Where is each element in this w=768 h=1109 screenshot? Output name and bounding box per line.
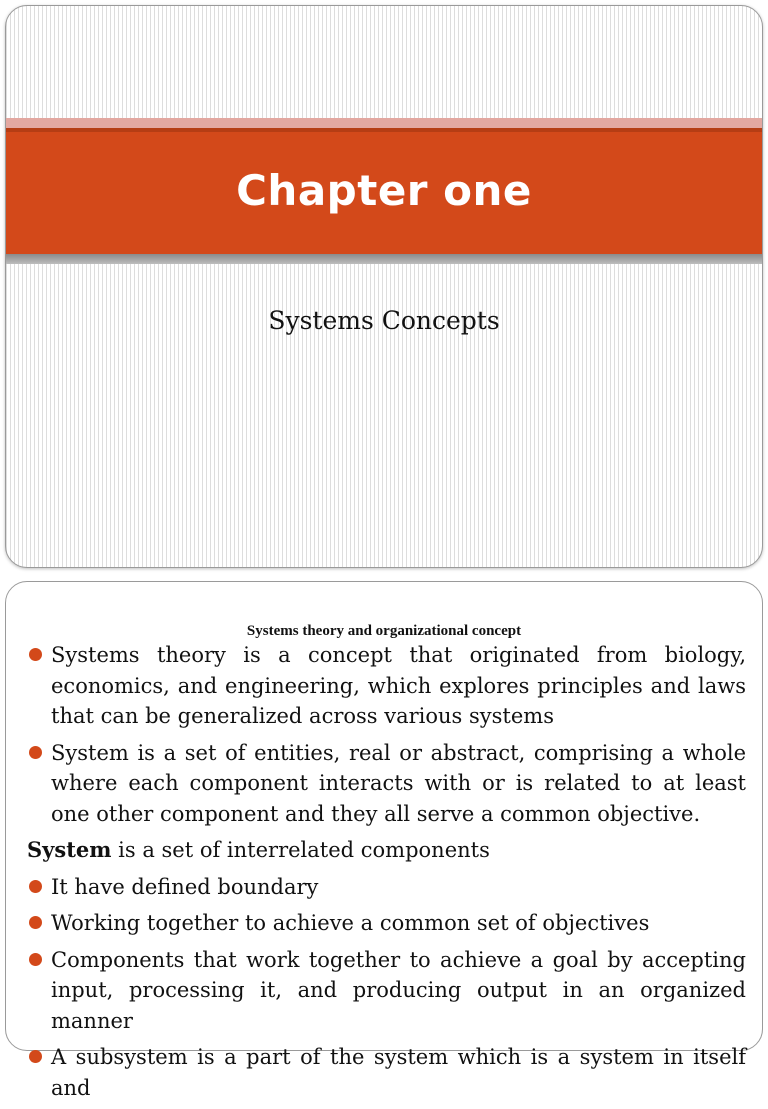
bullet-dot-icon bbox=[29, 1050, 42, 1063]
slide-heading: Systems theory and organizational concept bbox=[246, 623, 522, 639]
slide-subtitle: Systems Concepts bbox=[268, 306, 500, 335]
bullet-text: Systems theory is a concept that originated from biology, economics, and engineering, which explores principles and laws that can be generalized across various systems bbox=[51, 643, 746, 728]
bullet-text: A subsystem is a part of the system which is a system in itself and bbox=[51, 1045, 746, 1100]
chapter-title: Chapter one bbox=[236, 165, 532, 215]
definition-text: is a set of interrelated components bbox=[111, 838, 490, 862]
definition-term: System bbox=[27, 837, 112, 862]
bullet-dot-icon bbox=[29, 953, 42, 966]
bullet-text: System is a set of entities, real or abstract, comprising a whole where each component interacts with or is related to at least one other component and they all serve a common objective. bbox=[51, 740, 746, 826]
bullet-item bbox=[27, 945, 746, 1037]
bullet-dot-icon bbox=[29, 916, 42, 929]
bullet-item bbox=[27, 908, 746, 939]
bullet-item bbox=[27, 738, 746, 830]
bullet-item bbox=[27, 640, 746, 732]
bullet-text: It have defined boundary bbox=[51, 874, 319, 899]
system-definition bbox=[27, 835, 746, 866]
banner-shadow bbox=[6, 254, 762, 264]
title-banner bbox=[6, 128, 762, 254]
bullet-item bbox=[27, 1042, 746, 1103]
bullet-dot-icon bbox=[29, 880, 42, 893]
bullet-text: Components that work together to achieve a goal by accepting input, processing it, and producing output in an organized manner bbox=[51, 947, 746, 1033]
content-slide bbox=[5, 581, 763, 1100]
slide-body bbox=[27, 640, 746, 1109]
bullet-dot-icon bbox=[29, 648, 42, 661]
bullet-text: Working together to achieve a common set of objectives bbox=[51, 911, 650, 935]
accent-strip bbox=[6, 118, 762, 128]
bullet-item bbox=[27, 872, 746, 903]
title-slide bbox=[5, 5, 763, 568]
bullet-dot-icon bbox=[29, 746, 42, 759]
